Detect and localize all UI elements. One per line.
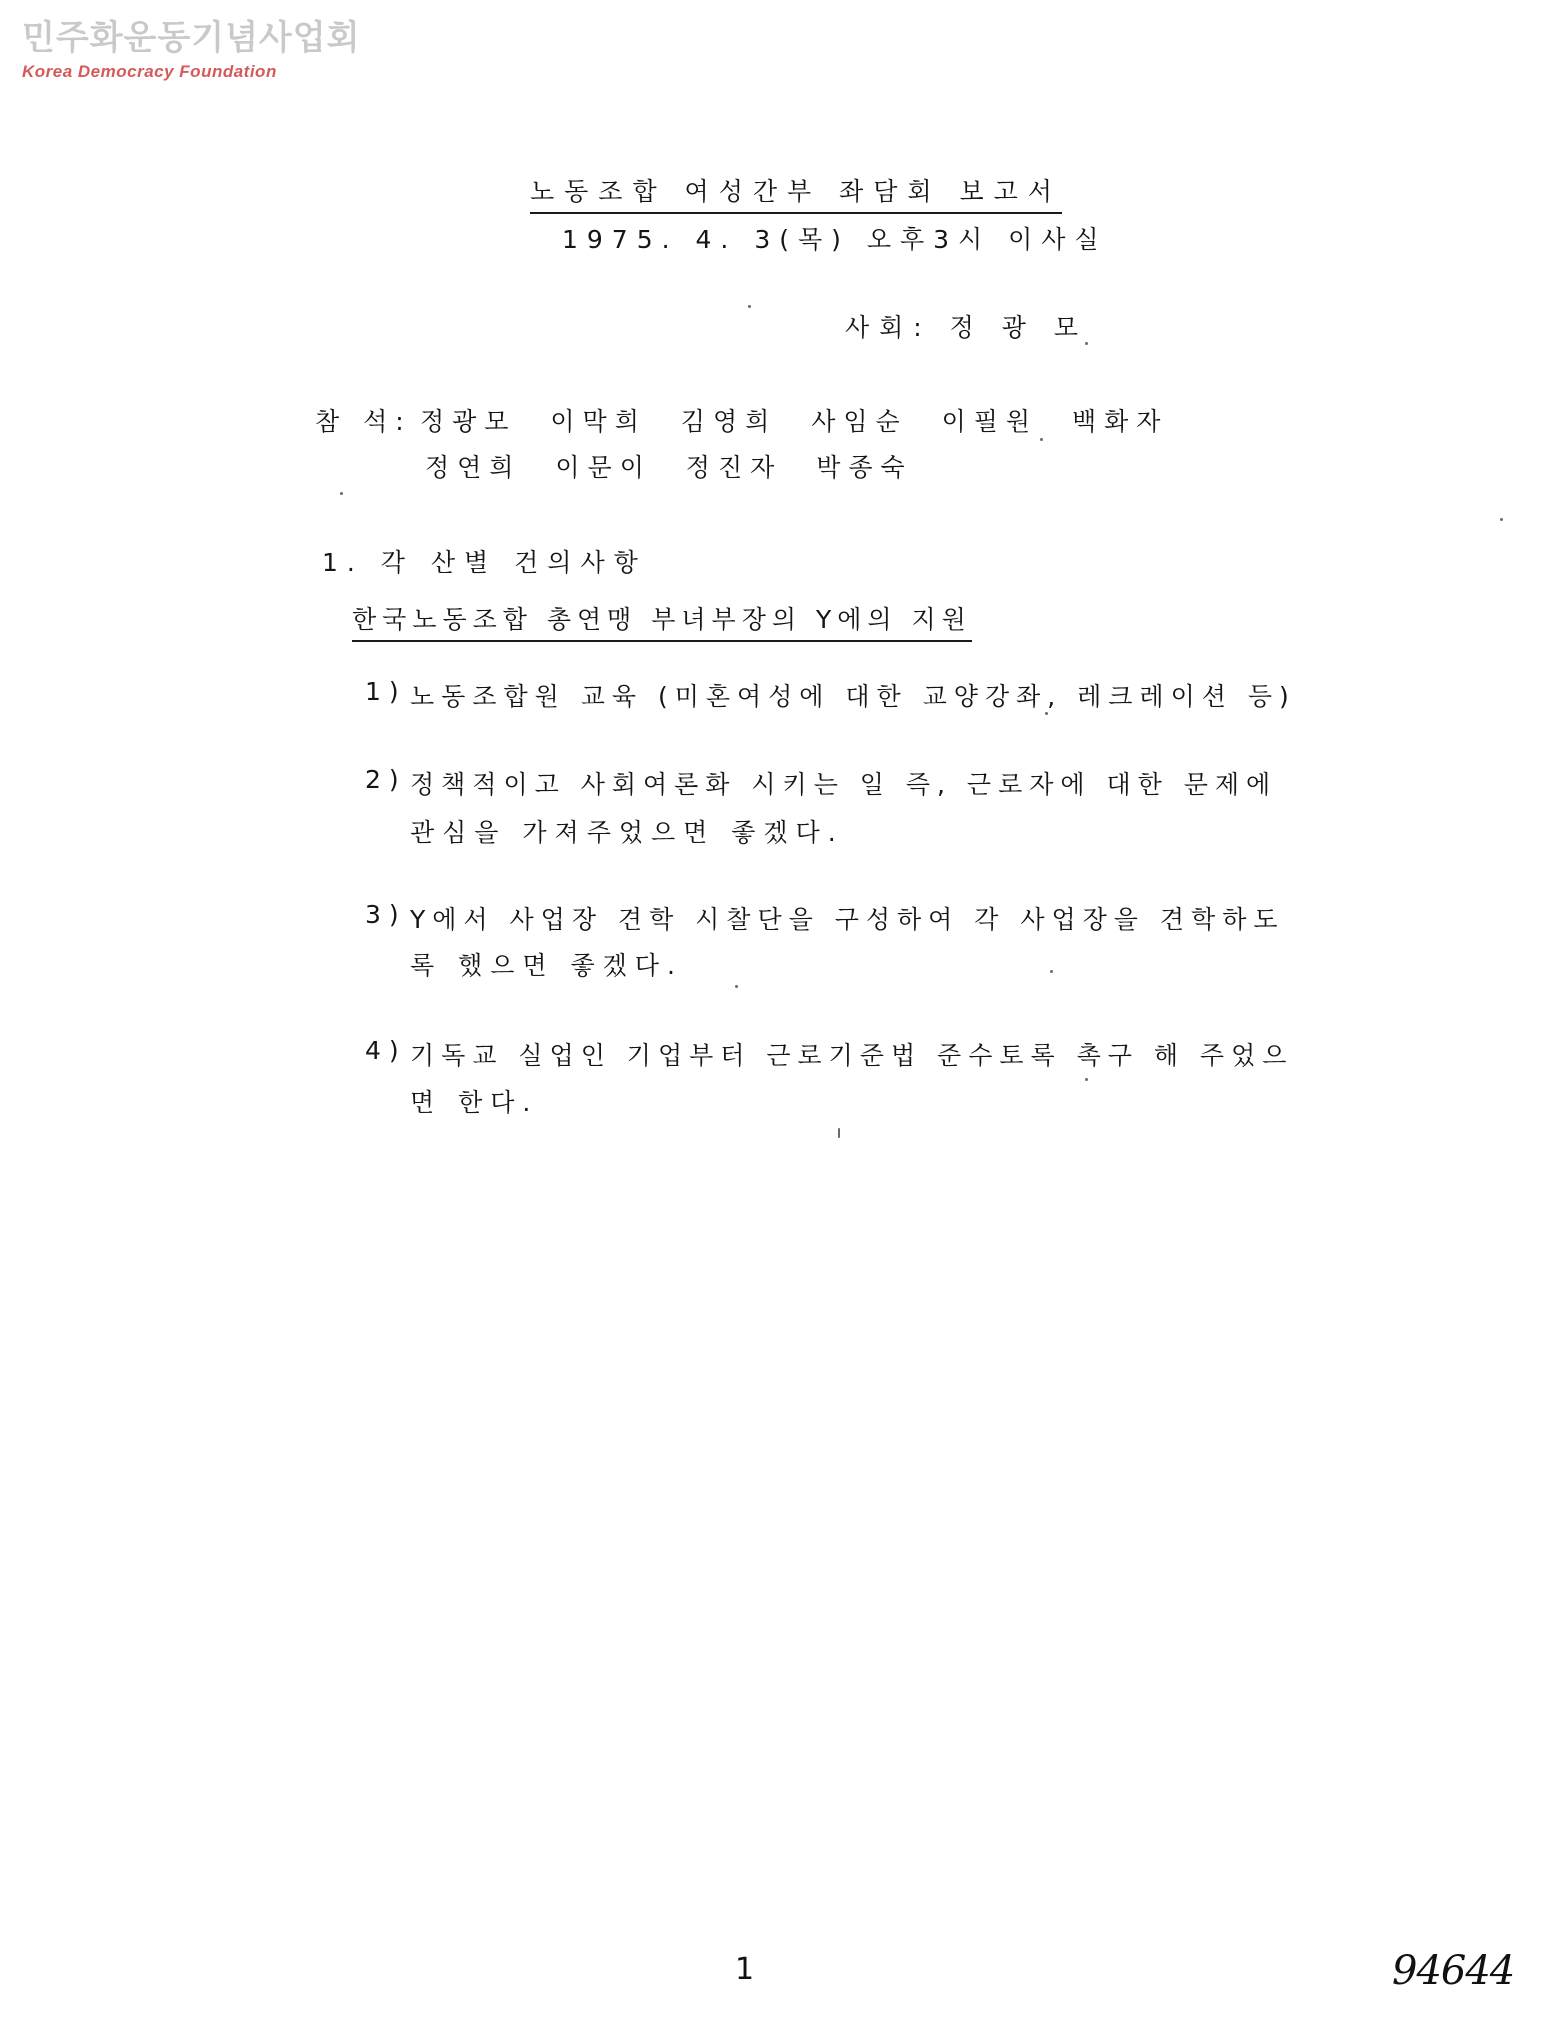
scan-speck xyxy=(838,1128,840,1138)
attendees-line-2: 정연희 이문이 정진자 박종숙 xyxy=(425,453,913,482)
moderator-line: 사회: 정 광 모 xyxy=(845,313,1089,342)
scan-speck xyxy=(1500,518,1503,521)
item-text-continued: 관심을 가져주었으면 좋겠다. xyxy=(410,818,844,847)
watermark-org-english: Korea Democracy Foundation xyxy=(22,62,277,81)
scan-speck xyxy=(735,985,738,988)
item-text: Y에서 사업장 견학 시찰단을 구성하여 각 사업장을 견학하도 xyxy=(410,905,1285,934)
scan-speck xyxy=(748,305,751,308)
watermark-org-korean: 민주화운동기념사업회 xyxy=(22,18,361,58)
item-text-continued: 록 했으면 좋겠다. xyxy=(410,951,683,980)
scan-speck xyxy=(340,492,343,495)
item-text: 기독교 실업인 기업부터 근로기준법 준수토록 촉구 해 주었으 xyxy=(410,1041,1294,1070)
item-number: 2) xyxy=(365,765,407,794)
meeting-datetime: 1975. 4. 3(목) 오후3시 이사실 xyxy=(562,225,1108,254)
scan-speck xyxy=(1040,438,1043,441)
item-number: 1) xyxy=(365,677,407,706)
scan-speck xyxy=(1085,1078,1088,1081)
attendees-label: 참 석: xyxy=(315,407,412,436)
section-heading: 1. 각 산별 건의사항 xyxy=(322,548,647,577)
item-number: 4) xyxy=(365,1036,407,1065)
item-text: 노동조합원 교육 (미혼여성에 대한 교양강좌, 레크레이션 등) xyxy=(410,682,1296,711)
item-text: 정책적이고 사회여론화 시키는 일 즉, 근로자에 대한 문제에 xyxy=(410,770,1278,799)
scan-speck xyxy=(1085,342,1088,345)
document-id: 94644 xyxy=(1392,1948,1515,1994)
item-text-continued: 면 한다. xyxy=(410,1088,539,1117)
watermark-logo xyxy=(22,18,360,82)
scan-speck xyxy=(1045,712,1048,715)
attendees-line-1: 정광모 이막희 김영희 사임순 이필원 백화자 xyxy=(420,407,1169,436)
scan-speck xyxy=(1050,970,1053,973)
report-title: 노동조합 여성간부 좌담회 보고서 xyxy=(530,172,1062,214)
section-subheading: 한국노동조합 총연맹 부녀부장의 Y에의 지원 xyxy=(352,600,972,642)
item-number: 3) xyxy=(365,900,407,929)
page-number: 1 xyxy=(735,1952,755,1987)
